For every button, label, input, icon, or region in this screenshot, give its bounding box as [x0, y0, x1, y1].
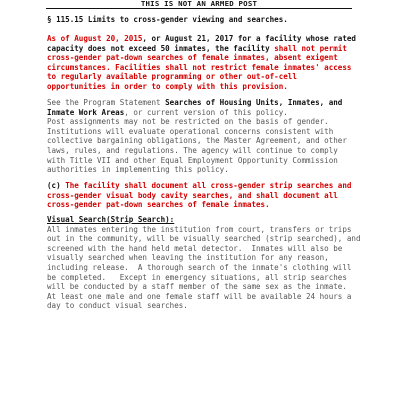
visual-search-line2: out in the community, will be visually searched (strip searched), and — [47, 234, 361, 244]
visual-search-line7: will be conducted by a staff member of the same sex as the inmate. — [47, 282, 347, 292]
para-a-line5: to regularly available programming or other out-of-cell — [47, 72, 297, 82]
visual-search-line4: visually searched when leaving the institution for any reason, — [47, 253, 329, 263]
para-b-policy-title-2: Inmate Work Areas — [47, 107, 125, 117]
visual-search-line6: be completed. Except in emergency situations, all strip searches — [47, 272, 347, 282]
para-b-line6: laws, rules, and regulations. The agency will continue to comply — [47, 145, 338, 155]
visual-search-line3: screened with the hand held metal detector. Inmates will also be — [47, 243, 343, 253]
para-b-line5: collective bargaining obligations, the Master Agreement, and other — [47, 136, 347, 146]
para-b-policy-title: Searches of Housing Units, Inmates, and — [165, 98, 343, 107]
visual-search-line1: All inmates entering the institution from court, transfers or trips — [47, 224, 352, 234]
para-a-line4: circumstances. Facilities shall not restrict female inmates' access — [47, 62, 352, 72]
para-a-line3: cross-gender pat-down searches of female inmates, absent exigent — [47, 53, 338, 63]
para-b-line3: Post assignments may not be restricted on the basis of gender. — [47, 117, 329, 127]
paragraph-c — [47, 181, 355, 210]
para-b-line7: with Title VII and other Equal Employment Opportunity Commission — [47, 155, 338, 165]
para-a-line2-red: shall not permit — [274, 43, 347, 53]
para-c-label: (c) — [47, 181, 66, 190]
paragraph-b — [47, 98, 355, 175]
para-c-line2: cross-gender visual body cavity searches, and shall document all — [47, 190, 338, 200]
para-b-line4: Institutions will evaluate operational concerns consistent with — [47, 126, 334, 136]
para-a-line6: opportunities in order to comply with this provision. — [47, 81, 288, 91]
para-a-date: As of August 20, 2015 — [47, 34, 143, 43]
para-b-line8: authorities in implementing this policy. — [47, 165, 229, 175]
visual-search-line5: including release. A thorough search of the inmate's clothing will — [47, 262, 352, 272]
para-a-line2: capacity does not exceed 50 inmates, the facility — [47, 43, 275, 53]
para-b-see: See the Program Statement — [47, 98, 166, 107]
para-a-line1: , or August 21, 2017 for a facility whose rated — [142, 34, 356, 43]
visual-search-line9: day to conduct visual searches. — [47, 301, 188, 311]
visual-search-section — [47, 215, 361, 311]
visual-search-heading: Visual Search(Strip Search): — [47, 215, 175, 224]
paragraph-a — [47, 34, 355, 92]
post-header: THIS IS NOT AN ARMED POST — [46, 0, 352, 9]
para-c-line1: The facility shall document all cross-gender strip searches and — [65, 181, 352, 190]
visual-search-line8: At least one male and one female staff will be available 24 hours a — [47, 291, 352, 301]
section-title: § 115.15 Limits to cross-gender viewing and searches. — [47, 15, 288, 24]
para-b-line2: , or current version of this policy. — [124, 107, 288, 117]
para-c-line3: cross-gender pat-down searches of female inmates. — [47, 200, 270, 210]
